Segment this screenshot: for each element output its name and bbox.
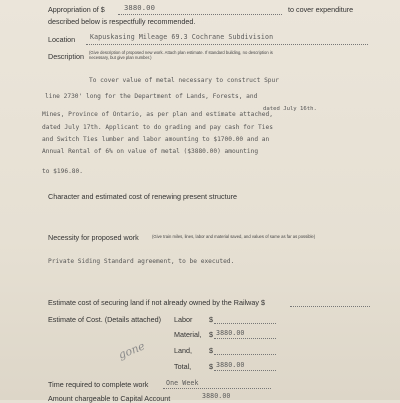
material-label: Material, <box>174 330 202 339</box>
total-value: 3880.00 <box>216 361 245 369</box>
time-required-value: One Week <box>166 379 199 387</box>
appropriation-label: Appropriation of $ <box>48 5 105 14</box>
labor-underline <box>214 323 276 324</box>
description-line-2: line 2730' long for the Department of Lands, Forests, and <box>45 93 258 100</box>
necessity-value: Private Siding Standard agreement, to be executed. <box>48 258 235 265</box>
description-line-5: and Switch Ties lumber and labor amounting to $1700.00 and an <box>42 136 270 143</box>
description-label: Description <box>48 52 84 61</box>
land-estimate-label: Estimate cost of securing land if not already owned by the Railway $ <box>48 298 265 307</box>
land-underline <box>214 354 276 355</box>
recommended-text: described below is respectfully recommended. <box>48 17 196 26</box>
capital-account-label: Amount chargeable to Capital Account <box>48 394 171 403</box>
description-note-1: (Give description of proposed new work. Attach plan estimate. If standard building, no description is <box>89 50 273 55</box>
appropriation-underline <box>118 14 282 15</box>
necessity-note: (Give train miles, lines, labor and material saved, and values of same as far as possible) <box>152 234 316 239</box>
labor-currency: $ <box>209 315 213 324</box>
time-required-underline <box>163 388 271 389</box>
total-label: Total, <box>174 362 192 371</box>
description-line-3: Mines, Province of Ontario, as per plan and estimate attached, <box>42 111 273 118</box>
character-label: Character and estimated cost of renewing present structure <box>48 192 237 201</box>
description-line-7: to $196.80. <box>42 168 83 175</box>
location-value: Kapuskasing Mileage 69.3 Cochrane Subdivision <box>90 33 274 41</box>
location-label: Location <box>48 35 76 44</box>
land-label: Land, <box>174 346 192 355</box>
appropriation-amount: 3880.00 <box>124 3 155 12</box>
material-underline <box>214 338 276 339</box>
time-required-label: Time required to complete work <box>48 380 149 389</box>
description-line-6: Annual Rental of 6% on value of metal ($3880.00) amounting <box>42 148 259 155</box>
total-underline <box>214 370 276 371</box>
description-note-2: necessary, but give plan number.) <box>89 55 152 60</box>
labor-label: Labor <box>174 315 193 324</box>
total-currency: $ <box>209 362 213 371</box>
capital-account-amount: 3880.00 <box>202 392 231 400</box>
description-line-4: dated July 17th. Applicant to do grading and pay cash for Ties <box>42 124 273 131</box>
land-estimate-underline <box>290 306 370 307</box>
material-currency: $ <box>209 330 213 339</box>
estimate-label: Estimate of Cost. (Details attached) <box>48 315 162 324</box>
appropriation-suffix: to cover expenditure <box>288 5 354 14</box>
location-underline <box>86 44 368 45</box>
handwritten-note: gone <box>116 339 147 362</box>
land-currency: $ <box>209 346 213 355</box>
necessity-label: Necessity for proposed work <box>48 233 139 242</box>
description-insert: dated July 16th. <box>263 106 317 112</box>
description-line-1: To cover value of metal necessary to construct Spur <box>89 77 279 84</box>
material-value: 3880.00 <box>216 329 245 337</box>
